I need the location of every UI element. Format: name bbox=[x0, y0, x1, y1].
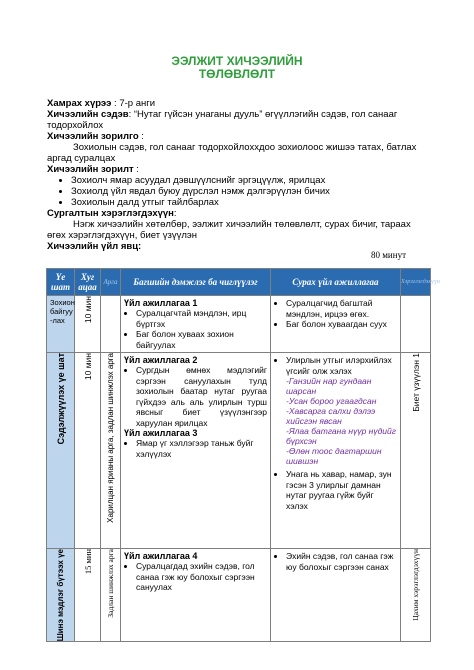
teacher-item: • Суралцагчтай мэндлэн, ирц бүртгэх bbox=[136, 308, 267, 329]
activity-title: Үйл ажиллагаа 1 bbox=[124, 298, 198, 308]
teacher-item: • Баг болон хуваах зохион байгуулах bbox=[136, 329, 267, 350]
quote-item: -Хавсарга салхи дэлээ хийсгэн явсан bbox=[286, 406, 376, 426]
activity-title: Үйл ажиллагаа 4 bbox=[124, 551, 198, 561]
goal-value: : bbox=[138, 131, 144, 142]
teacher-item: • Ямар үг хэллэгээр таньж буйг хэлүүлэх bbox=[136, 438, 267, 459]
stage-cell: Зохион байгуу -лах bbox=[47, 296, 75, 353]
class-value: : 7-р анги bbox=[111, 98, 155, 109]
teacher-item: • Сургдын өмнөх мэдлэгийг сэргээн сануулахын тулд зохиолын баатар нутаг руугаа гүйхдээ аль аль улирлын турш явсныг биет үзүүлэнгээр харуулан ярилцах bbox=[136, 365, 267, 428]
materials-text: Нэгж хичээлийн хөтөлбөр, ээлжит хичээлийн төлөвлөлт, сурах бичиг, тараах өгөх хэрэглэгдэхүүн, биет үзүүлэн bbox=[47, 219, 411, 241]
header-stage: Үе шат bbox=[47, 269, 75, 296]
student-cell bbox=[271, 549, 401, 642]
teacher-item: • Суралцагдад эхийн сэдэв, гол санаа гэж юу болохыг сэргээн сануулах bbox=[136, 561, 267, 593]
topic-value: : “Нутаг гүйсэн унаганы дууль” өгүүллэгийн сэдэв, гол санааг тодорхойлох bbox=[47, 109, 398, 131]
student-item: • Суралцагчид багштай мэндлэн, ирцээ өгөх. bbox=[286, 298, 397, 319]
material-cell bbox=[401, 296, 431, 353]
student-cell bbox=[271, 296, 401, 353]
process-label: Хичээлийн үйл явц: bbox=[47, 241, 142, 252]
activity-title: Үйл ажиллагаа 2 bbox=[124, 355, 198, 365]
title-line-1: ЭЭЛЖИТ ХИЧЭЭЛИЙН bbox=[171, 54, 303, 68]
class-label: Хамрах хүрээ bbox=[47, 98, 112, 109]
table-header-row bbox=[47, 269, 431, 296]
objective-item: • Зохиолч ямар асуудал дэвшүүлснийг эргэцүүлж, ярилцах bbox=[71, 175, 432, 186]
stage-cell: Шинэ мэдлэг бүтээх үе bbox=[56, 549, 65, 642]
objectives-value: : bbox=[133, 164, 139, 175]
table-row bbox=[47, 549, 431, 642]
student-cell bbox=[271, 353, 401, 549]
stage-cell: Сэдэлжүүлэх үе шат bbox=[55, 353, 66, 445]
time-cell: 10 мин bbox=[82, 296, 93, 324]
teacher-cell bbox=[121, 353, 271, 549]
student-item: • Эхийн сэдэв, гол санаа гэж юу болохыг сэргээн санах bbox=[286, 551, 397, 572]
method-cell bbox=[101, 296, 121, 353]
student-quotes bbox=[274, 376, 397, 466]
minutes-label: 80 минут bbox=[370, 250, 406, 260]
header-method: Арга bbox=[101, 269, 121, 296]
materials-label: Сургалтын хэрэглэгдэхүүн bbox=[47, 208, 174, 219]
header-materials: Хэрэглэгдэхүүн bbox=[401, 269, 431, 296]
header-time: Хуг ацаа bbox=[75, 269, 101, 296]
table-row bbox=[47, 296, 431, 353]
header-student: Сурах үйл ажиллагаа bbox=[271, 269, 401, 296]
student-item: • Унага нь хавар, намар, зун гэсэн 3 улирлыг дамнан нутаг руугаа гүйж буйг хэлэх bbox=[286, 469, 397, 511]
objectives-list bbox=[47, 175, 432, 208]
lesson-header bbox=[47, 98, 432, 252]
table-row bbox=[47, 353, 431, 549]
time-cell: 15 мин bbox=[82, 549, 93, 575]
material-cell: Цахим хэрэглэгдэхүүн bbox=[411, 549, 420, 621]
teacher-cell bbox=[121, 549, 271, 642]
objective-item: • Зохиолын далд утгыг тайлбарлах bbox=[71, 197, 432, 208]
lesson-plan-table bbox=[46, 268, 440, 642]
student-item: • Баг болон хуваагдан суух bbox=[286, 319, 397, 330]
objective-item: • Зохиолд үйл явдал буюу дүрслэл нэмж дэлгэрүүлэн бичих bbox=[71, 186, 432, 197]
materials-value: : bbox=[173, 208, 177, 219]
quote-item: -Ялаа батгана нүүр нүдийг бүрхсэн bbox=[286, 426, 396, 446]
quote-item: -Ганзийн нар гундаан шарсан bbox=[286, 376, 372, 396]
quote-item: -Усан бороо угаагдсан bbox=[286, 396, 377, 406]
quote-item: -Өлөн тоос дагтаршин шившэн bbox=[286, 446, 382, 466]
student-item: • Улирлын утгыг илэрхийлэх үгсийг олж хэлэх bbox=[286, 355, 397, 376]
material-cell: Биет үзүүлэн 1 bbox=[410, 353, 421, 412]
time-cell: 10 мин bbox=[82, 353, 93, 381]
header-teacher: Багшийн дэмжлэг ба чиглүүлэг bbox=[121, 269, 271, 296]
title-line-2: ТӨЛӨВЛӨЛТ bbox=[198, 67, 276, 81]
method-cell: Задлан шинжлэх арга bbox=[106, 549, 115, 618]
method-cell: Харилцан ярианы арга, задлан шинжлэх арга bbox=[106, 353, 115, 523]
teacher-cell bbox=[121, 296, 271, 353]
topic-label: Хичээлийн сэдэв bbox=[47, 109, 129, 120]
goal-label: Хичээлийн зорилго bbox=[47, 131, 139, 142]
goal-text: Зохиолын сэдэв, гол санааг тодорхойлоххдоо зохиолоос жишээ татах, батлах аргад суралцах bbox=[47, 142, 417, 164]
objectives-label: Хичээлийн зорилт bbox=[47, 164, 134, 175]
activity-title: Үйл ажиллагаа 3 bbox=[124, 428, 198, 438]
